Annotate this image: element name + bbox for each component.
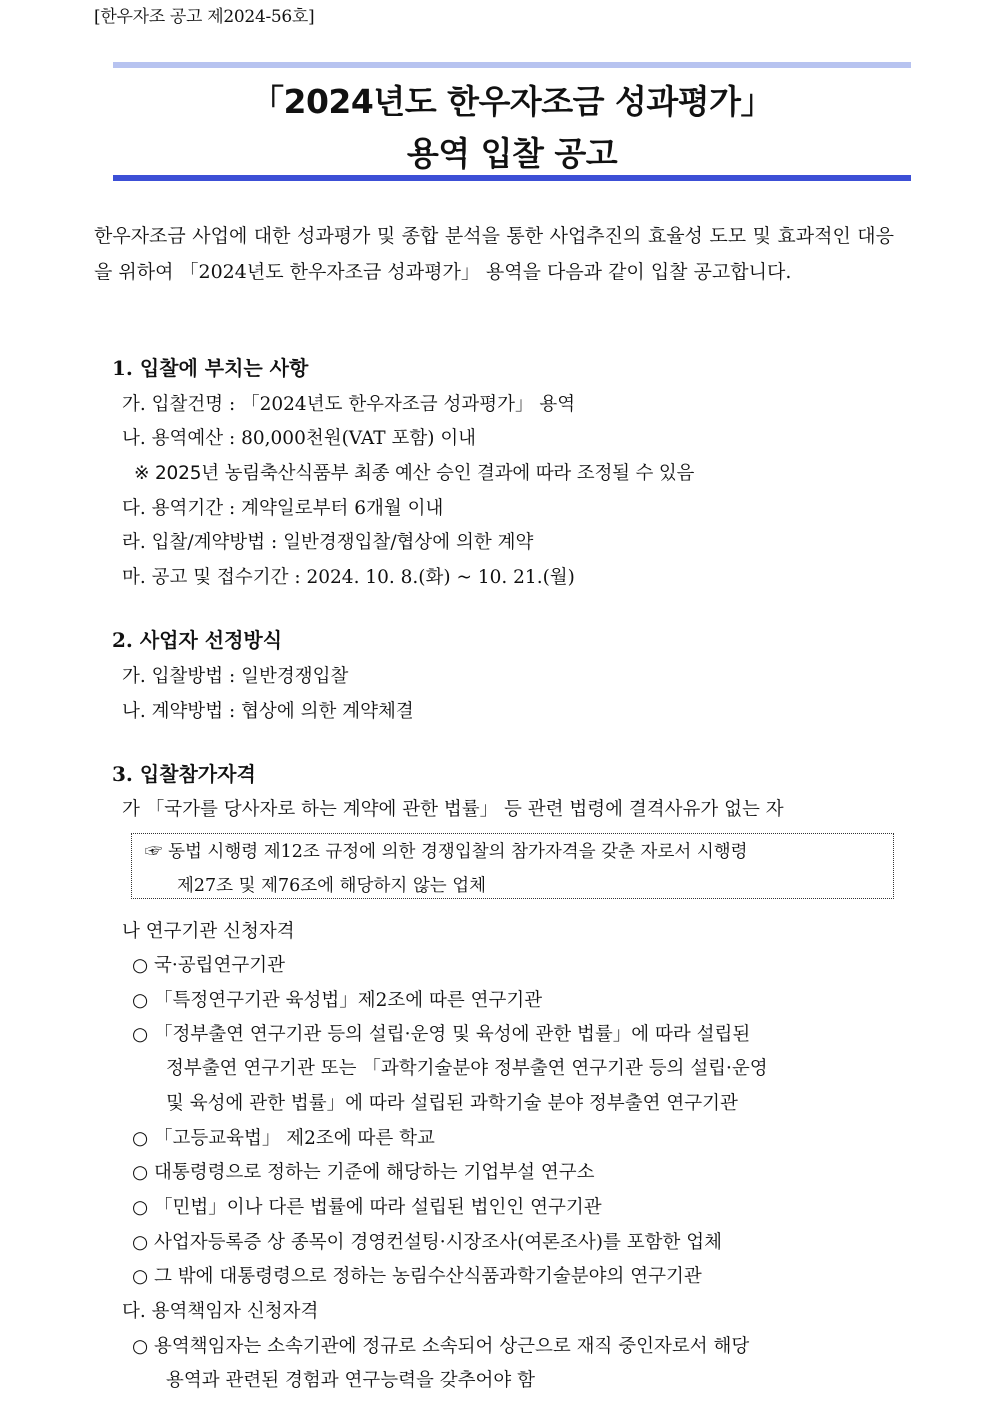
section2-item-na: 나. 계약방법 : 협상에 의한 계약체결 — [122, 701, 414, 722]
title-bottom-bar — [113, 175, 911, 181]
list-item: ○ 「민법」이나 다른 법률에 따라 설립된 법인인 연구기관 — [132, 1197, 602, 1218]
box-line-2: 제27조 및 제76조에 해당하지 않는 업체 — [177, 876, 487, 896]
section3-item-ga: 가 「국가를 당사자로 하는 계약에 관한 법률」 등 관련 법령에 결격사유가 없는 자 — [122, 799, 784, 820]
section1-item-ra: 라. 입찰/계약방법 : 일반경쟁입찰/협상에 의한 계약 — [122, 532, 534, 553]
section1-item-ma: 마. 공고 및 접수기간 : 2024. 10. 8.(화) ~ 10. 21.(월) — [122, 567, 575, 588]
list-item: ○ 대통령령으로 정하는 기준에 해당하는 기업부설 연구소 — [132, 1162, 595, 1183]
intro-paragraph: 한우자조금 사업에 대한 성과평가 및 종합 분석을 통한 사업추진의 효율성 도모 및 효과적인 대응을 위하여 「2024년도 한우자조금 성과평가」 용역을 다음과 같이 입찰 공고합니다. — [94, 225, 894, 283]
list-item-continuation: 용역과 관련된 경험과 연구능력을 갖추어야 함 — [166, 1370, 535, 1391]
list-item: ○ 사업자등록증 상 종목이 경영컨설팅·시장조사(여론조사)를 포함한 업체 — [132, 1232, 723, 1253]
title-top-bar — [113, 62, 911, 68]
list-item: ○ 그 밖에 대통령령으로 정하는 농림수산식품과학기술분야의 연구기관 — [132, 1266, 702, 1287]
list-item-continuation: 정부출연 연구기관 또는 「과학기술분야 정부출연 연구기관 등의 설립·운영 — [166, 1058, 768, 1079]
page-title-line2: 용역 입찰 공고 — [406, 134, 618, 173]
list-item-continuation: 및 육성에 관한 법률」에 따라 설립된 과학기술 분야 정부출연 연구기관 — [166, 1093, 738, 1114]
section2-heading: 2. 사업자 선정방식 — [112, 628, 283, 652]
list-item: ○ 「고등교육법」 제2조에 따른 학교 — [132, 1128, 435, 1149]
section3-item-na: 나 연구기관 신청자격 — [122, 921, 295, 942]
list-item: ○ 용역책임자는 소속기관에 정규로 소속되어 상근으로 재직 중인자로서 해당 — [132, 1336, 750, 1357]
section1-item-na: 나. 용역예산 : 80,000천원(VAT 포함) 이내 — [122, 428, 477, 449]
section2-item-ga: 가. 입찰방법 : 일반경쟁입찰 — [122, 666, 349, 687]
list-item: ○ 국·공립연구기관 — [132, 955, 286, 976]
section1-budget-note: ※ 2025년 농림축산식품부 최종 예산 승인 결과에 따라 조정될 수 있음 — [134, 463, 695, 484]
box-line-1: ☞ 동법 시행령 제12조 규정에 의한 경쟁입찰의 참가자격을 갖춘 자로서 시행령 — [145, 842, 748, 862]
notice-number: [한우자조 공고 제2024-56호] — [94, 7, 315, 27]
list-item: ○ 「특정연구기관 육성법」제2조에 따른 연구기관 — [132, 990, 543, 1011]
list-item: ○ 「정부출연 연구기관 등의 설립·운영 및 육성에 관한 법률」에 따라 설립된 — [132, 1024, 751, 1045]
section1-item-ga: 가. 입찰건명 : 「2024년도 한우자조금 성과평가」 용역 — [122, 394, 576, 415]
page-title-line1: 「2024년도 한우자조금 성과평가」 — [251, 82, 773, 121]
section3-item-da: 다. 용역책임자 신청자격 — [122, 1301, 319, 1322]
section3-heading: 3. 입찰참가자격 — [112, 762, 256, 786]
section1-item-da: 다. 용역기간 : 계약일로부터 6개월 이내 — [122, 498, 444, 519]
section1-heading: 1. 입찰에 부치는 사항 — [112, 356, 309, 380]
